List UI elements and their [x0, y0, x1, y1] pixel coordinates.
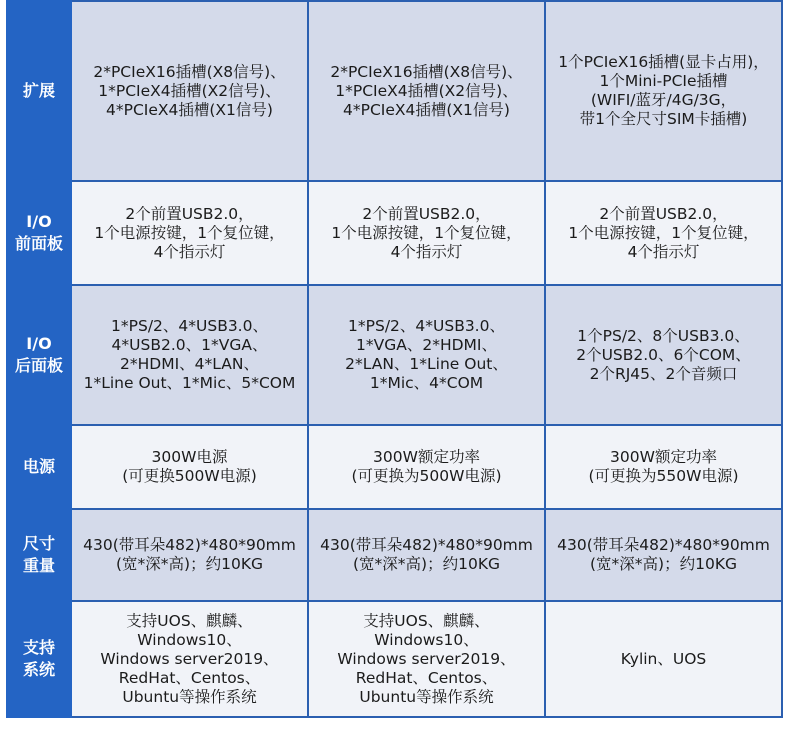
- cell-expansion-model-1: 2*PCIeX16插槽(X8信号)、 1*PCIeX4插槽(X2信号)、 4*PCIeX4插槽(X1信号): [71, 1, 308, 181]
- row-size-weight: [7, 509, 782, 601]
- cell-front-panel-model-3: 2个前置USB2.0， 1个电源按键，1个复位键， 4个指示灯: [545, 181, 782, 285]
- cell-rear-panel-model-2: 1*PS/2、4*USB3.0、 1*VGA、2*HDMI、 2*LAN、1*Line Out、 1*Mic、4*COM: [308, 285, 545, 425]
- cell-supported-os-model-3: Kylin、UOS: [545, 601, 782, 717]
- cell-size-weight-model-3: 430(带耳朵482)*480*90mm (宽*深*高)；约10KG: [545, 509, 782, 601]
- row-supported-os: [7, 601, 782, 717]
- cell-front-panel-model-1: 2个前置USB2.0， 1个电源按键，1个复位键， 4个指示灯: [71, 181, 308, 285]
- row-label-front-panel: I/O 前面板: [7, 181, 71, 285]
- cell-size-weight-model-1: 430(带耳朵482)*480*90mm (宽*深*高)；约10KG: [71, 509, 308, 601]
- spec-comparison-table: [6, 0, 783, 718]
- cell-expansion-model-3: 1个PCIeX16插槽(显卡占用)， 1个Mini-PCIe插槽 (WIFI/蓝牙/4G/3G， 带1个全尺寸SIM卡插槽): [545, 1, 782, 181]
- row-rear-panel: [7, 285, 782, 425]
- cell-rear-panel-model-3: 1个PS/2、8个USB3.0、 2个USB2.0、6个COM、 2个RJ45、2个音频口: [545, 285, 782, 425]
- cell-power-model-2: 300W额定功率 (可更换为500W电源): [308, 425, 545, 509]
- cell-power-model-3: 300W额定功率 (可更换为550W电源): [545, 425, 782, 509]
- cell-front-panel-model-2: 2个前置USB2.0， 1个电源按键，1个复位键， 4个指示灯: [308, 181, 545, 285]
- row-label-expansion: 扩展: [7, 1, 71, 181]
- row-label-rear-panel: I/O 后面板: [7, 285, 71, 425]
- cell-power-model-1: 300W电源 (可更换500W电源): [71, 425, 308, 509]
- row-label-supported-os: 支持 系统: [7, 601, 71, 717]
- row-label-size-weight: 尺寸 重量: [7, 509, 71, 601]
- cell-supported-os-model-2: 支持UOS、麒麟、Windows10、 Windows server2019、 RedHat、Centos、 Ubuntu等操作系统: [308, 601, 545, 717]
- cell-rear-panel-model-1: 1*PS/2、4*USB3.0、 4*USB2.0、1*VGA、 2*HDMI、4*LAN、 1*Line Out、1*Mic、5*COM: [71, 285, 308, 425]
- cell-size-weight-model-2: 430(带耳朵482)*480*90mm (宽*深*高)；约10KG: [308, 509, 545, 601]
- row-label-power: 电源: [7, 425, 71, 509]
- row-power: [7, 425, 782, 509]
- cell-supported-os-model-1: 支持UOS、麒麟、Windows10、 Windows server2019、 RedHat、Centos、 Ubuntu等操作系统: [71, 601, 308, 717]
- cell-expansion-model-2: 2*PCIeX16插槽(X8信号)、 1*PCIeX4插槽(X2信号)、 4*PCIeX4插槽(X1信号): [308, 1, 545, 181]
- row-front-panel: [7, 181, 782, 285]
- row-expansion: [7, 1, 782, 181]
